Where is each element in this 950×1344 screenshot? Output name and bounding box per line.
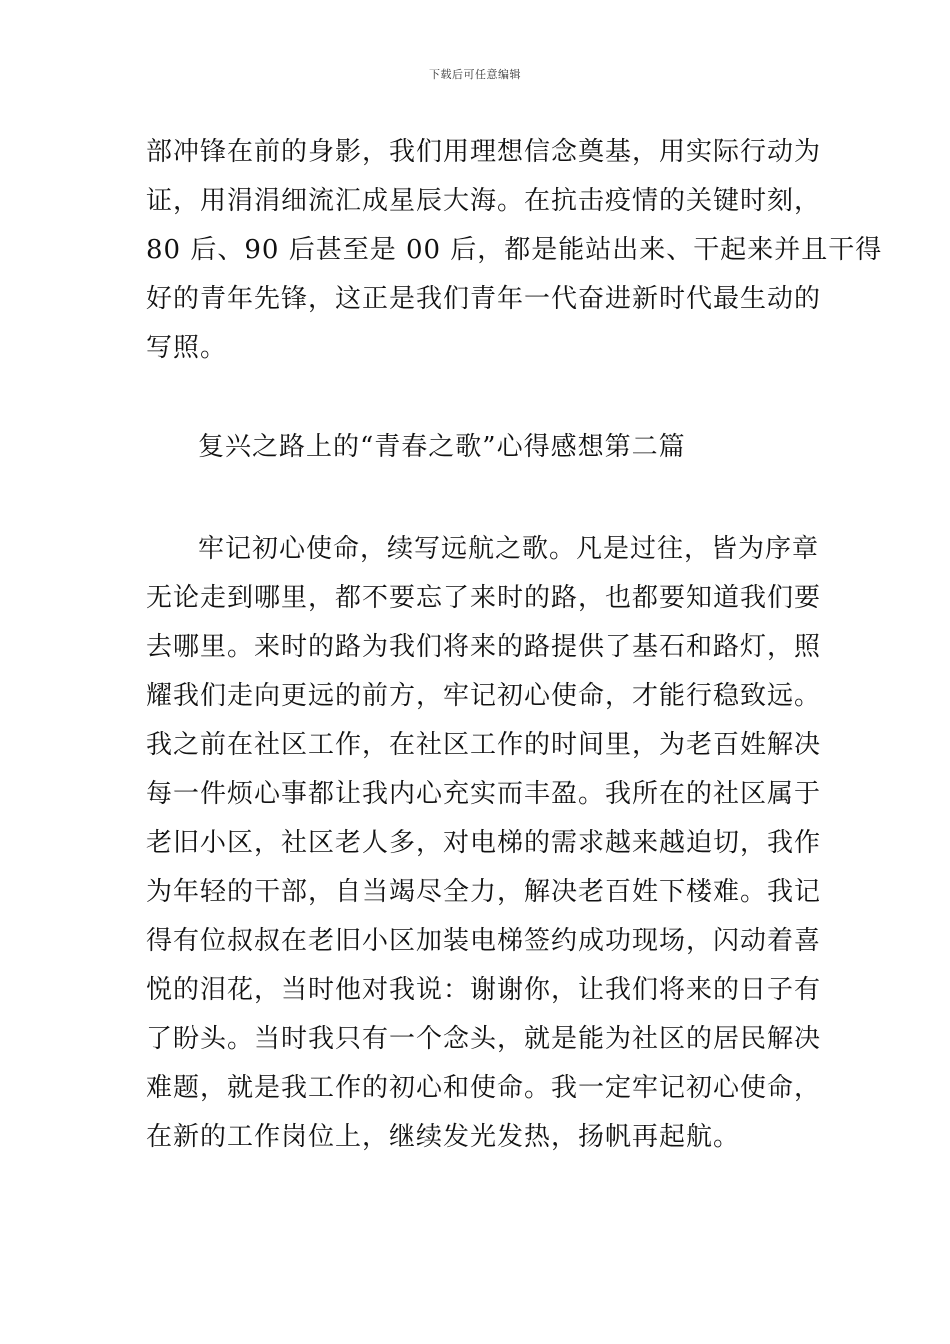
paragraph-line: 牢记初心使命，续写远航之歌。凡是过往，皆为序章 [198,534,820,564]
paragraph-line: 好的青年先锋，这正是我们青年一代奋进新时代最生动的 [146,284,822,314]
paragraph-line: 得有位叔叔在老旧小区加装电梯签约成功现场，闪动着喜 [146,926,822,956]
paragraph-line: 了盼头。当时我只有一个念头，就是能为社区的居民解决 [146,1024,822,1054]
paragraph-line: 证，用涓涓细流汇成星辰大海。在抗击疫情的关键时刻， [146,186,822,216]
paragraph-line: 耀我们走向更远的前方，牢记初心使命，才能行稳致远。 [146,681,822,711]
paragraph-line: 老旧小区，社区老人多，对电梯的需求越来越迫切，我作 [146,828,822,858]
paragraph-line: 无论走到哪里，都不要忘了来时的路，也都要知道我们要 [146,583,822,613]
paragraph-line: 我之前在社区工作，在社区工作的时间里，为老百姓解决 [146,730,822,760]
paragraph-line: 在新的工作岗位上，继续发光发热，扬帆再起航。 [146,1122,741,1152]
paragraph-line: 悦的泪花，当时他对我说：谢谢你，让我们将来的日子有 [146,975,822,1005]
paragraph-line: 为年轻的干部，自当竭尽全力，解决老百姓下楼难。我记 [146,877,822,907]
paragraph-line: 写照。 [146,333,228,363]
page-header: 下载后可任意编辑 [429,68,521,81]
section-heading: 复兴之路上的“青春之歌”心得感想第二篇 [198,432,686,462]
paragraph-line: 去哪里。来时的路为我们将来的路提供了基石和路灯，照 [146,632,822,662]
paragraph-line: 每一件烦心事都让我内心充实而丰盈。我所在的社区属于 [146,779,822,809]
paragraph-line: 80 后、90 后甚至是 00 后，都是能站出来、干起来并且干得 [146,235,883,265]
paragraph-line: 难题，就是我工作的初心和使命。我一定牢记初心使命， [146,1073,822,1103]
paragraph-line: 部冲锋在前的身影，我们用理想信念奠基，用实际行动为 [146,137,822,167]
